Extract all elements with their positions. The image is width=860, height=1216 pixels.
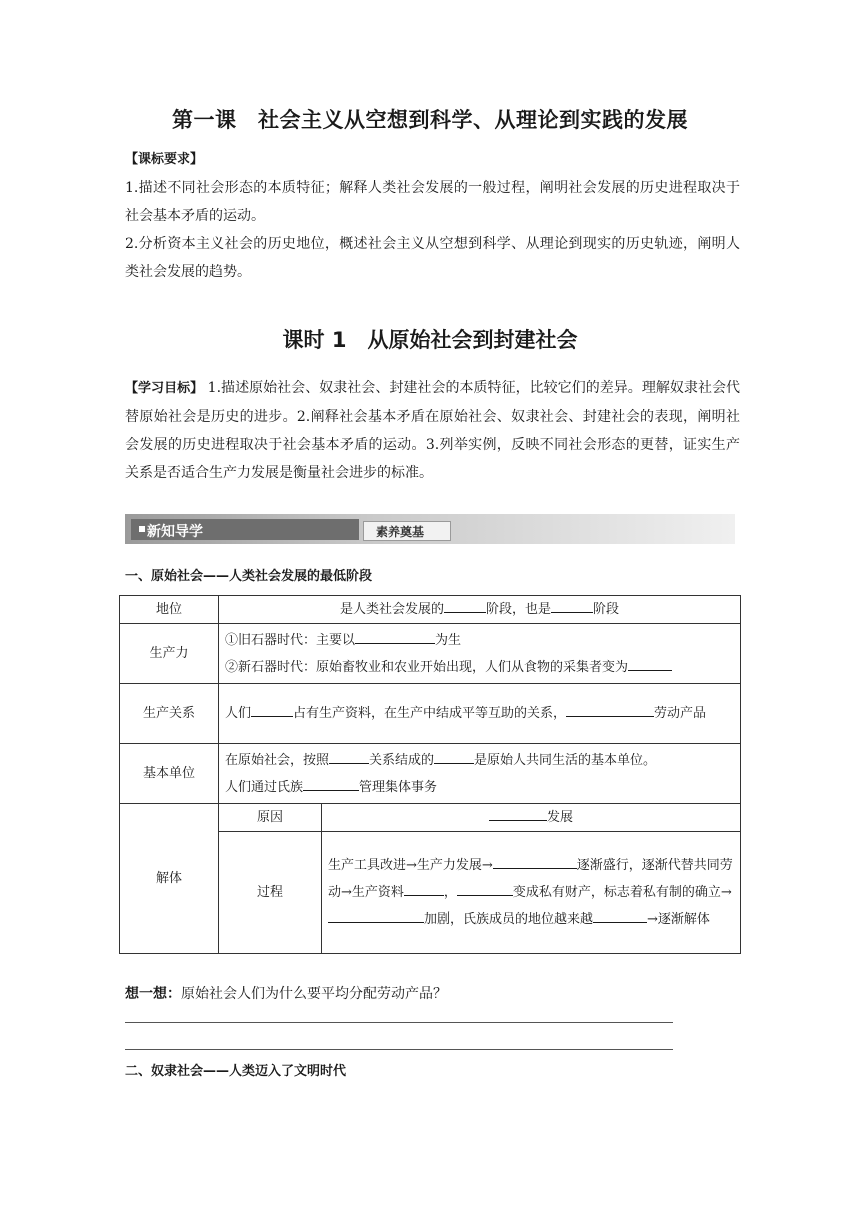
- table-row: [120, 684, 741, 744]
- status-cell: [219, 596, 741, 624]
- cause-text: 发展: [546, 810, 573, 825]
- unit-line-2: [225, 774, 734, 801]
- status-text-2: 阶段，也是: [485, 602, 551, 617]
- status-text-1: 是人类社会发展的: [339, 602, 444, 617]
- section-banner: [125, 514, 735, 544]
- productivity-text-1a: ①旧石器时代：主要以: [225, 632, 356, 648]
- goals-paragraph: [125, 374, 740, 487]
- process-text-3: ，: [443, 885, 457, 900]
- table-row: [120, 744, 741, 804]
- row-label-productivity: 生产力: [120, 624, 219, 684]
- table-row: [120, 624, 741, 684]
- think-label: 想一想：: [125, 986, 181, 1002]
- unit-text-3: 是原始人共同生活的基本单位。: [474, 752, 657, 768]
- banner-main-label: 新知导学: [147, 524, 203, 540]
- standards-block: [125, 146, 740, 286]
- table-row: [120, 596, 741, 624]
- fill-blank[interactable]: [566, 702, 654, 717]
- process-text-2: 逐渐盛行，逐渐代替共同劳动→生产资料: [328, 858, 733, 900]
- unit-text-1: 在原始社会，按照: [225, 752, 330, 768]
- sub-label-process: 过程: [219, 832, 322, 954]
- section2-heading: 二、奴隶社会——人类迈入了文明时代: [125, 1064, 347, 1079]
- row-label-status: 地位: [120, 596, 219, 624]
- fill-blank[interactable]: [303, 776, 359, 791]
- relations-cell: [219, 684, 741, 744]
- productivity-cell: [219, 624, 741, 684]
- relations-text-1: 人们: [225, 706, 252, 721]
- fill-blank[interactable]: [251, 702, 293, 717]
- status-text-3: 阶段: [593, 602, 620, 617]
- unit-text-4: 人们通过氏族: [225, 779, 304, 795]
- standards-tag: 【课标要求】: [125, 152, 204, 167]
- banner-sub-label: 素养奠基: [376, 525, 425, 539]
- standard-item-2: 2.分析资本主义社会的历史地位，概述社会主义从空想到科学、从理论到现实的历史轨迹，阐明人类社会发展的趋势。: [125, 236, 740, 280]
- row-label-unit: 基本单位: [120, 744, 219, 804]
- think-question: 原始社会人们为什么要平均分配劳动产品？: [181, 986, 447, 1002]
- section1-heading: 一、原始社会——人类社会发展的最低阶段: [125, 569, 373, 584]
- fill-blank[interactable]: [434, 749, 474, 764]
- square-bullet-icon: [139, 526, 145, 532]
- process-text-1: 生产工具改进→生产力发展→: [328, 858, 493, 873]
- period-title: 课时 1 从原始社会到封建社会: [282, 328, 578, 352]
- productivity-line-1: [225, 627, 734, 654]
- productivity-line-2: [225, 654, 734, 681]
- fill-blank[interactable]: [328, 908, 424, 923]
- fill-blank[interactable]: [329, 749, 369, 764]
- fill-blank[interactable]: [551, 598, 593, 613]
- fill-blank[interactable]: [355, 629, 435, 644]
- process-cell: [322, 832, 741, 954]
- unit-text-2: 关系结成的: [369, 752, 435, 768]
- answer-line-2[interactable]: [125, 1049, 673, 1050]
- productivity-text-2: ②新石器时代：原始畜牧业和农业开始出现，人们从食物的采集者变为: [225, 659, 629, 675]
- table-row: [120, 804, 741, 832]
- fill-blank[interactable]: [457, 881, 513, 896]
- goals-text: 1.描述原始社会、奴隶社会、封建社会的本质特征，比较它们的差异。理解奴隶社会代替原始社会是历史的进步。2.阐释社会基本矛盾在原始社会、奴隶社会、封建社会的表现，阐明社会发展的历史进程取决于社会基本矛盾的运动。3.列举实例，反映不同社会形态的更替，证实生产关系是否适合生产力发展是衡量社会进步的标准。: [125, 380, 740, 481]
- unit-text-5: 管理集体事务: [359, 779, 438, 795]
- goals-tag: 【学习目标】: [125, 381, 204, 396]
- relations-text-2: 占有生产资料，在生产中结成平等互助的关系，: [293, 706, 567, 721]
- cause-cell: [322, 804, 741, 832]
- row-label-relations: 生产关系: [120, 684, 219, 744]
- sub-label-cause: 原因: [219, 804, 322, 832]
- fill-blank[interactable]: [628, 656, 672, 671]
- row-label-dissolution: 解体: [120, 804, 219, 954]
- standard-item-1: 1.描述不同社会形态的本质特征；解释人类社会发展的一般过程，阐明社会发展的历史进程取决于社会基本矛盾的运动。: [125, 180, 740, 224]
- fill-blank[interactable]: [444, 598, 486, 613]
- fill-blank[interactable]: [593, 908, 647, 923]
- process-text-5: 加剧，氏族成员的地位越来越: [424, 912, 594, 927]
- unit-cell: [219, 744, 741, 804]
- think-prompt: [125, 983, 447, 1003]
- unit-line-1: [225, 747, 734, 774]
- fill-blank[interactable]: [493, 854, 577, 869]
- fill-blank[interactable]: [489, 806, 547, 821]
- goals-block: [125, 374, 740, 487]
- productivity-text-1b: 为生: [435, 632, 462, 648]
- fill-blank[interactable]: [404, 881, 444, 896]
- relations-text-3: 劳动产品: [654, 706, 707, 721]
- lesson-title: 第一课 社会主义从空想到科学、从理论到实践的发展: [172, 108, 688, 132]
- process-text-6: →逐渐解体: [647, 912, 710, 927]
- answer-line-1[interactable]: [125, 1022, 673, 1023]
- process-text-4: 变成私有财产，标志着私有制的确立→: [512, 885, 732, 900]
- primitive-society-table: [119, 595, 741, 954]
